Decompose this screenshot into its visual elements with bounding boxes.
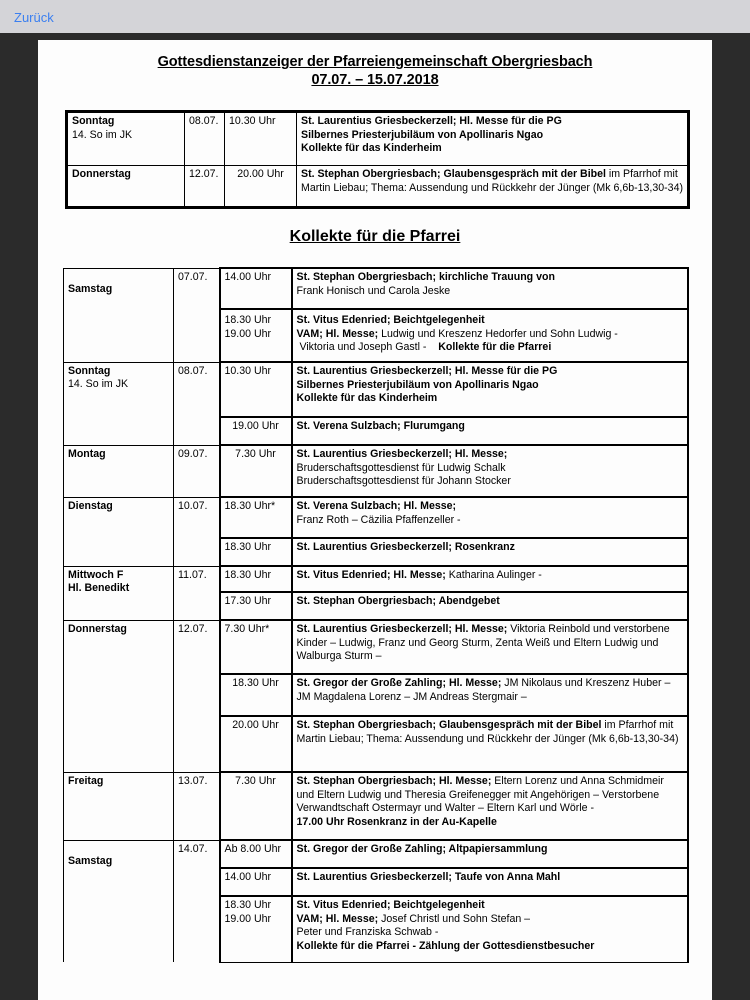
date-cell: 12.07. [174, 620, 220, 772]
navigation-bar [0, 0, 750, 33]
event-cell: St. Verena Sulzbach; Hl. Messe; Franz Roth – Cäzilia Pfaffenzeller - [292, 497, 688, 538]
day-cell: Donnerstag [64, 620, 174, 772]
event-cell: St. Vitus Edenried; Beichtgelegenheit VAM; Hl. Messe; Ludwig und Kreszenz Hedorfer und Sohn Ludwig - Viktoria und Joseph Gastl - Kollekte für die Pfarrei [292, 309, 688, 362]
event-cell: St. Laurentius Griesbeckerzell; Hl. Messe; Bruderschaftsgottesdienst für Ludwig Schalk Bruderschaftsgottesdienst für Johann Stocker [292, 445, 688, 497]
event-cell: St. Stephan Obergriesbach; Glaubensgespräch mit der Bibel im Pfarrhof mit Martin Liebau; Thema: Aussendung und Rückkehr der Jünger (Mk 6,6b-13,30-34) [297, 166, 689, 208]
event-cell: St. Laurentius Griesbeckerzell; Taufe von Anna Mahl [292, 868, 688, 896]
table-row [67, 112, 689, 166]
date-cell: 12.07. [185, 166, 225, 208]
document-page [38, 40, 712, 1000]
date-cell: 08.07. [174, 362, 220, 445]
event-cell: St. Laurentius Griesbeckerzell; Hl. Messe für die PG Silbernes Priesterjubiläum von Apollinaris Ngao Kollekte für das Kinderheim [297, 112, 689, 166]
table-row [64, 620, 688, 674]
table-row [64, 497, 688, 538]
day-cell: Dienstag [64, 497, 174, 566]
event-cell: St. Stephan Obergriesbach; Hl. Messe; Eltern Lorenz und Anna Schmidmeir und Eltern Ludwig und Theresia Greifenegger mit Angehörigen – Verstorbene Verwandtschaft Ostermayr und Walter – Eltern Karl und Wörle - 17.00 Uhr Rosenkranz in der Au-Kapelle [292, 772, 688, 840]
time-cell: 18.30 Uhr [220, 674, 292, 716]
event-cell: St. Gregor der Große Zahling; Altpapiersammlung [292, 840, 688, 868]
date-cell: 09.07. [174, 445, 220, 497]
date-cell: 08.07. [185, 112, 225, 166]
table-row [64, 566, 688, 592]
time-cell: 19.00 Uhr [220, 417, 292, 445]
day-cell: Freitag [64, 772, 174, 840]
table-row [64, 362, 688, 417]
time-cell: 7.30 Uhr* [220, 620, 292, 674]
day-cell: Samstag [64, 268, 174, 362]
day-cell: Sonntag 14. So im JK [72, 115, 133, 141]
time-cell: Ab 8.00 Uhr [220, 840, 292, 868]
schedule-table [63, 267, 689, 963]
table-row [64, 268, 688, 309]
table-row [64, 772, 688, 840]
table-row [64, 840, 688, 868]
day-cell: Montag [64, 445, 174, 497]
time-cell: 17.30 Uhr [220, 592, 292, 620]
time-cell: 18.30 Uhr 19.00 Uhr [220, 896, 292, 962]
date-cell: 13.07. [174, 772, 220, 840]
date-cell: 14.07. [174, 840, 220, 962]
event-cell: St. Stephan Obergriesbach; kirchliche Trauung von Frank Honisch und Carola Jeske [292, 268, 688, 309]
table-row [67, 166, 689, 208]
time-cell: 18.30 Uhr* [220, 497, 292, 538]
event-cell: St. Laurentius Griesbeckerzell; Hl. Messe für die PG Silbernes Priesterjubiläum von Apollinaris Ngao Kollekte für das Kinderheim [292, 362, 688, 417]
time-cell: 7.30 Uhr [220, 772, 292, 840]
event-cell: St. Stephan Obergriesbach; Abendgebet [292, 592, 688, 620]
day-cell: Donnerstag [67, 166, 185, 208]
time-cell: 10.30 Uhr [225, 112, 297, 166]
event-cell: St. Vitus Edenried; Hl. Messe; Katharina Aulinger - [292, 566, 688, 592]
time-cell: 10.30 Uhr [220, 362, 292, 417]
day-cell: Mittwoch F Hl. Benedikt [64, 566, 174, 620]
time-cell: 18.30 Uhr 19.00 Uhr [220, 309, 292, 362]
time-cell: 20.00 Uhr [225, 166, 297, 208]
event-cell: St. Verena Sulzbach; Flurumgang [292, 417, 688, 445]
back-button[interactable]: Zurück [14, 10, 54, 25]
time-cell: 14.00 Uhr [220, 868, 292, 896]
table-row [64, 445, 688, 497]
time-cell: 18.30 Uhr [220, 538, 292, 566]
event-cell: St. Laurentius Griesbeckerzell; Hl. Messe; Viktoria Reinbold und verstorbene Kinder – Ludwig, Franz und Georg Sturm, Zenta Weiß und Eltern Ludwig und Walburga Sturm – [292, 620, 688, 674]
time-cell: 18.30 Uhr [220, 566, 292, 592]
time-cell: 7.30 Uhr [220, 445, 292, 497]
event-cell: St. Stephan Obergriesbach; Glaubensgespräch mit der Bibel im Pfarrhof mit Martin Liebau; Thema: Aussendung und Rückkehr der Jünger (Mk 6,6b-13,30-34) [292, 716, 688, 772]
section-title: Kollekte für die Pfarrei [289, 228, 461, 245]
document-title: Gottesdienstanzeiger der Pfarreiengemeinschaft Obergriesbach [157, 54, 593, 70]
time-cell: 20.00 Uhr [220, 716, 292, 772]
event-cell: St. Vitus Edenried; Beichtgelegenheit VAM; Hl. Messe; Josef Christl und Sohn Stefan – Peter und Franziska Schwab - Kollekte für die Pfarrei - Zählung der Gottesdienstbesucher [292, 896, 688, 962]
date-cell: 11.07. [174, 566, 220, 620]
event-cell: St. Laurentius Griesbeckerzell; Rosenkranz [292, 538, 688, 566]
time-cell: 14.00 Uhr [220, 268, 292, 309]
highlight-table [65, 110, 690, 209]
event-cell: St. Gregor der Große Zahling; Hl. Messe; JM Nikolaus und Kreszenz Huber – JM Magdalena Lorenz – JM Andreas Stergmair – [292, 674, 688, 716]
date-cell: 07.07. [174, 268, 220, 362]
document-date-range: 07.07. – 15.07.2018 [311, 72, 439, 88]
date-cell: 10.07. [174, 497, 220, 566]
day-cell: Samstag [64, 840, 174, 962]
day-cell: Sonntag 14. So im JK [64, 362, 174, 445]
